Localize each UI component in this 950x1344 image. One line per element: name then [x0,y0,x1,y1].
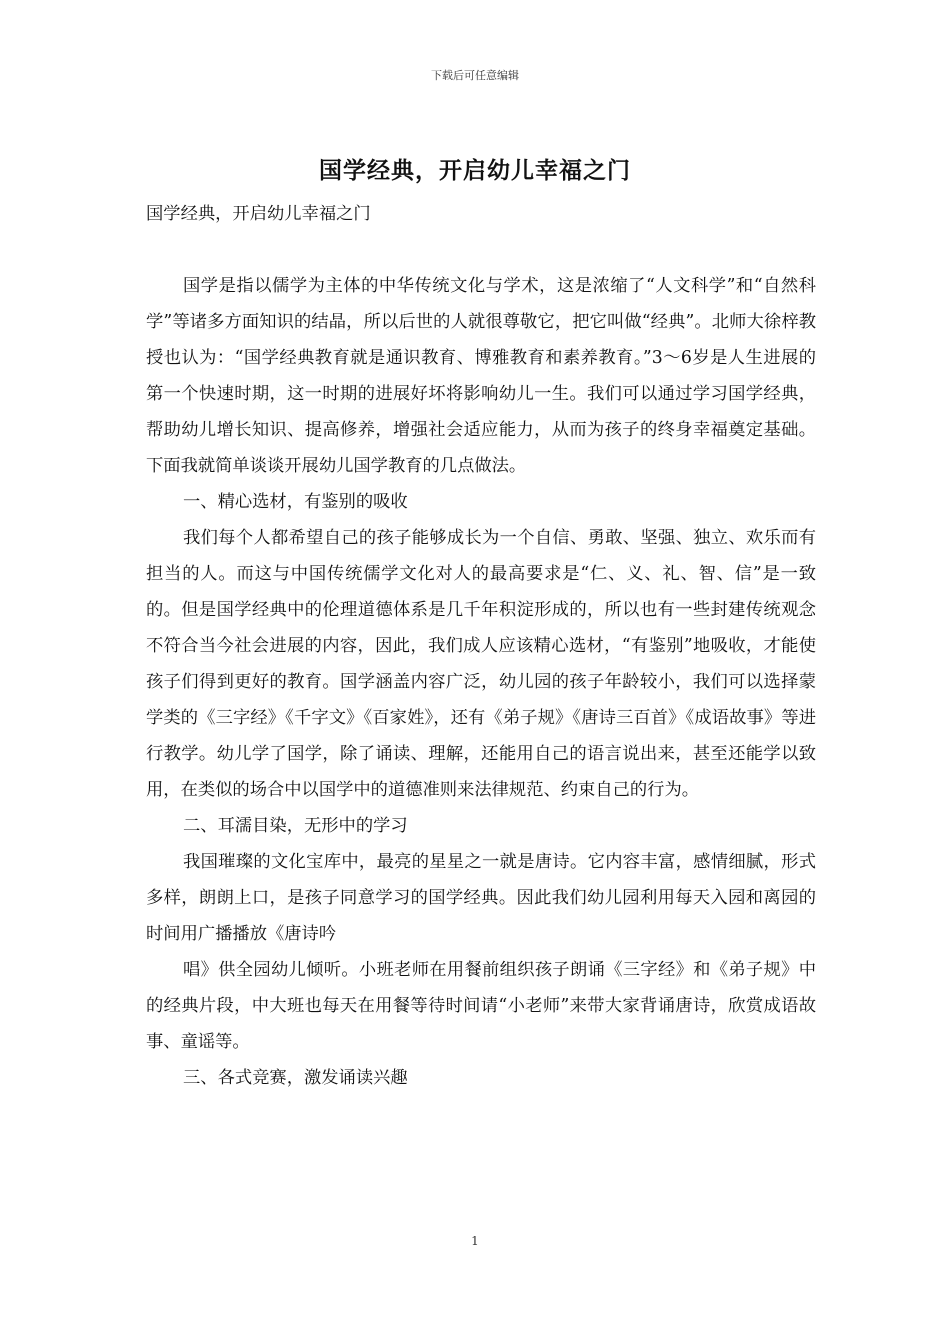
page-header: 下载后可任意编辑 [431,69,519,82]
document-body [146,196,816,1096]
section-2-paragraph: 我国璀璨的文化宝库中，最亮的星星之一就是唐诗。它内容丰富，感情细腻，形式多样，朗朗上口，是孩子同意学习的国学经典。因此我们幼儿园利用每天入园和离园的时间用广播播放《唐诗吟 [146,852,816,944]
section-heading-3: 三、各式竞赛，激发诵读兴趣 [183,1068,408,1088]
document-subtitle: 国学经典，开启幼儿幸福之门 [146,204,371,224]
section-heading-1: 一、精心选材，有鉴别的吸收 [183,492,408,512]
section-heading-2: 二、耳濡目染，无形中的学习 [183,816,408,836]
intro-paragraph: 国学是指以儒学为主体的中华传统文化与学术，这是浓缩了“人文科学”和“自然科学”等诸多方面知识的结晶，所以后世的人就很尊敬它，把它叫做“经典”。北师大徐梓教授也认为：“国学经典教育就是通识教育、博雅教育和素养教育。”3～6岁是人生进展的第一个快速时期，这一时期的进展好坏将影响幼儿一生。我们可以通过学习国学经典，帮助幼儿增长知识、提高修养，增强社会适应能力，从而为孩子的终身幸福奠定基础。下面我就简单谈谈开展幼儿国学教育的几点做法。 [146,276,816,476]
document-title: 国学经典，开启幼儿幸福之门 [319,157,631,184]
page-number: 1 [471,1234,479,1248]
section-2-paragraph-continued: 唱》供全园幼儿倾听。小班老师在用餐前组织孩子朗诵《三字经》和《弟子规》中的经典片段，中大班也每天在用餐等待时间请“小老师”来带大家背诵唐诗，欣赏成语故事、童谣等。 [146,960,816,1052]
section-1-paragraph: 我们每个人都希望自己的孩子能够成长为一个自信、勇敢、坚强、独立、欢乐而有担当的人。而这与中国传统儒学文化对人的最高要求是“仁、义、礼、智、信”是一致的。但是国学经典中的伦理道德体系是几千年积淀形成的，所以也有一些封建传统观念不符合当今社会进展的内容，因此，我们成人应该精心选材，“有鉴别”地吸收，才能使孩子们得到更好的教育。国学涵盖内容广泛，幼儿园的孩子年龄较小，我们可以选择蒙学类的《三字经》《千字文》《百家姓》，还有《弟子规》《唐诗三百首》《成语故事》等进行教学。幼儿学了国学，除了诵读、理解，还能用自己的语言说出来，甚至还能学以致用，在类似的场合中以国学中的道德准则来法律规范、约束自己的行为。 [146,528,816,800]
